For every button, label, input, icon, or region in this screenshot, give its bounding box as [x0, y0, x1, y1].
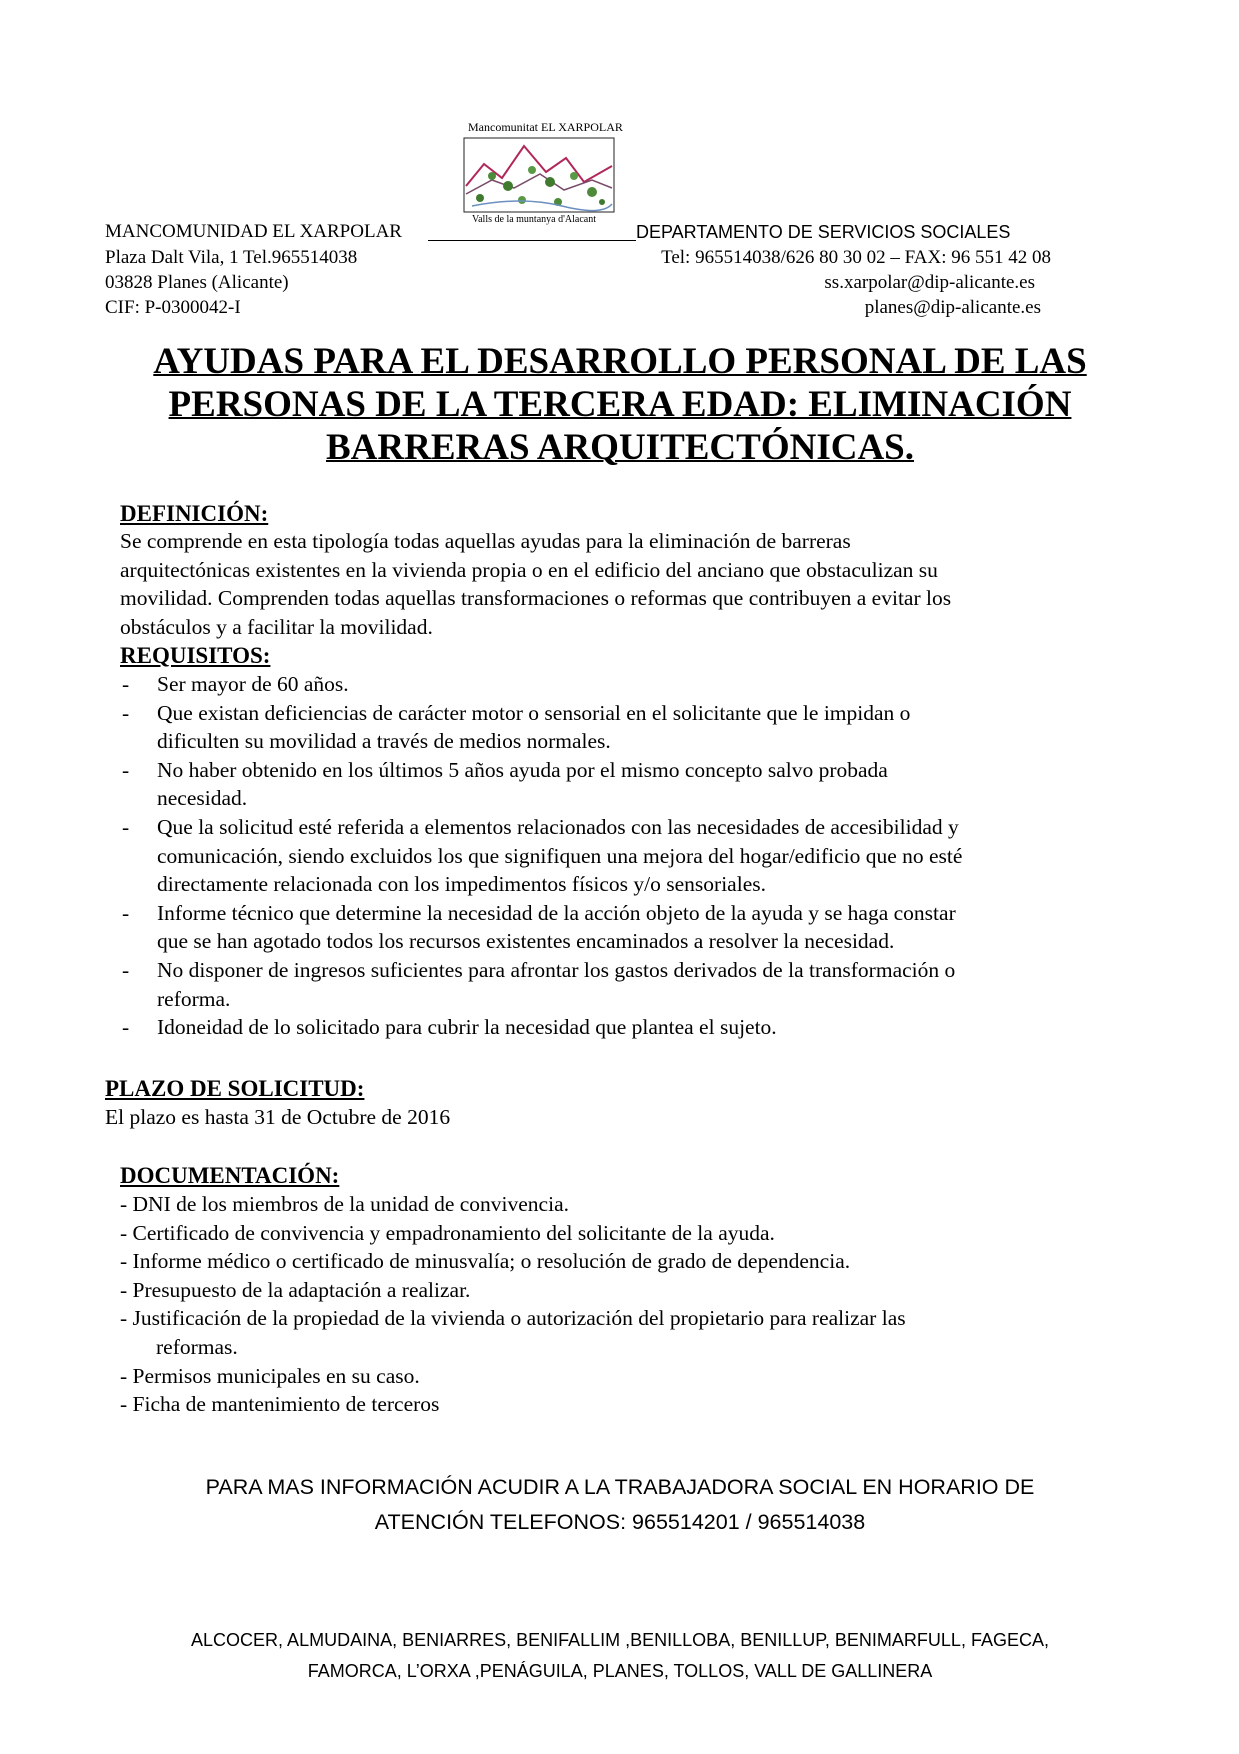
contact-info-line: ATENCIÓN TELEFONOS: 965514201 / 965514038: [374, 1510, 866, 1534]
requisito-line: Que existan deficiencias de carácter motor o sensorial en el solicitante que le impidan o: [157, 700, 911, 725]
definicion-line: obstáculos y a facilitar la movilidad.: [120, 614, 433, 639]
department-name: DEPARTAMENTO DE SERVICIOS SOCIALES: [636, 222, 1011, 242]
requisito-item: [122, 1013, 962, 1042]
bullet-dash: -: [122, 672, 130, 696]
documento-line: - Certificado de convivencia y empadronamiento del solicitante de la ayuda.: [120, 1220, 775, 1245]
title-line: PERSONAS DE LA TERCERA EDAD: ELIMINACIÓN: [168, 384, 1072, 425]
plazo-text: El plazo es hasta 31 de Octubre de 2016: [105, 1105, 451, 1129]
org-city: 03828 Planes (Alicante): [105, 272, 289, 293]
header-rule: [428, 240, 636, 241]
documento-line: reformas.: [156, 1334, 238, 1359]
definicion-text: [120, 527, 951, 641]
requisito-item: [122, 899, 962, 956]
logo: [462, 118, 632, 228]
documento-item: [120, 1276, 906, 1305]
bullet-dash: -: [122, 1015, 130, 1040]
requisito-item: [122, 699, 962, 756]
requisitos-list: [122, 670, 962, 1042]
title-line: BARRERAS ARQUITECTÓNICAS.: [325, 427, 914, 468]
documento-line: - Permisos municipales en su caso.: [120, 1363, 420, 1388]
definicion-line: arquitectónicas existentes en la vivienda propia o en el edificio del anciano que obstaculizan su: [120, 557, 938, 582]
org-name: MANCOMUNIDAD EL XARPOLAR: [105, 221, 402, 242]
bullet-dash: -: [122, 700, 130, 725]
requisito-item: [122, 756, 962, 813]
documentacion-list: [120, 1190, 906, 1419]
requisitos-heading: REQUISITOS:: [120, 643, 271, 668]
documento-item: [120, 1390, 906, 1419]
documento-line: - Justificación de la propiedad de la vivienda o autorización del propietario para realizar las: [120, 1306, 906, 1331]
page-title: [60, 340, 1180, 469]
department-phones: Tel: 965514038/626 80 30 02 – FAX: 96 551 42 08: [661, 247, 1051, 268]
requisito-line: que se han agotado todos los recursos existentes encaminados a resolver la necesidad.: [157, 929, 895, 954]
bullet-dash: -: [122, 900, 130, 925]
requisito-line: Ser mayor de 60 años.: [157, 672, 349, 696]
documento-item: [120, 1190, 906, 1219]
documento-item: [120, 1247, 906, 1276]
bullet-dash: -: [122, 757, 130, 782]
documento-line: - Ficha de mantenimiento de terceros: [120, 1392, 440, 1417]
org-address: Plaza Dalt Vila, 1 Tel.965514038: [105, 247, 358, 268]
contact-info: [60, 1470, 1180, 1540]
requisito-line: directamente relacionada con los impedimentos físicos y/o sensoriales.: [157, 872, 766, 897]
org-cif: CIF: P-0300042-I: [105, 297, 241, 318]
documento-item: [120, 1362, 906, 1391]
department-email-2[interactable]: planes@dip-alicante.es: [864, 297, 1041, 318]
department-email-1[interactable]: ss.xarpolar@dip-alicante.es: [824, 272, 1035, 293]
definicion-line: movilidad. Comprenden todas aquellas transformaciones o reformas que contribuyen a evitar los: [120, 586, 952, 611]
definicion-heading: DEFINICIÓN:: [120, 501, 269, 526]
requisito-line: necesidad.: [157, 786, 248, 811]
bullet-dash: -: [122, 814, 130, 839]
documento-item: [120, 1304, 906, 1361]
towns-list: [60, 1625, 1180, 1687]
documento-item: [120, 1219, 906, 1248]
bullet-dash: -: [122, 957, 130, 982]
requisito-line: comunicación, siendo excluidos los que signifiquen una mejora del hogar/edificio que no esté: [157, 843, 963, 868]
documento-line: - DNI de los miembros de la unidad de convivencia.: [120, 1192, 569, 1216]
requisito-line: dificulten su movilidad a través de medios normales.: [157, 729, 611, 754]
contact-info-line: PARA MAS INFORMACIÓN ACUDIR A LA TRABAJADORA SOCIAL EN HORARIO DE: [205, 1475, 1035, 1499]
requisito-line: No haber obtenido en los últimos 5 años ayuda por el mismo concepto salvo probada: [157, 757, 888, 782]
definicion-line: Se comprende en esta tipología todas aquellas ayudas para la eliminación de barreras: [120, 529, 851, 553]
documento-line: - Informe médico o certificado de minusvalía; o resolución de grado de dependencia.: [120, 1249, 851, 1274]
logo-top-text: Mancomunitat EL XARPOLAR: [468, 120, 623, 134]
towns-line: ALCOCER, ALMUDAINA, BENIARRES, BENIFALLIM ,BENILLOBA, BENILLUP, BENIMARFULL, FAGECA,: [191, 1630, 1049, 1650]
requisito-line: Que la solicitud esté referida a elementos relacionados con las necesidades de accesibilidad y: [157, 814, 959, 839]
plazo-heading: PLAZO DE SOLICITUD:: [105, 1076, 365, 1101]
requisito-item: [122, 813, 962, 899]
requisito-line: No disponer de ingresos suficientes para afrontar los gastos derivados de la transformación o: [157, 957, 956, 982]
documento-line: - Presupuesto de la adaptación a realizar.: [120, 1277, 471, 1302]
towns-line: FAMORCA, L’ORXA ,PENÁGUILA, PLANES, TOLLOS, VALL DE GALLINERA: [307, 1661, 933, 1681]
requisito-line: Informe técnico que determine la necesidad de la acción objeto de la ayuda y se haga constar: [157, 900, 956, 925]
title-line: AYUDAS PARA EL DESARROLLO PERSONAL DE LAS: [153, 341, 1087, 382]
mountain-logo-icon: [462, 136, 632, 216]
requisito-item: [122, 670, 962, 699]
logo-bottom-text: Valls de la muntanya d'Alacant: [472, 214, 596, 225]
documentacion-heading: DOCUMENTACIÓN:: [120, 1163, 340, 1188]
requisito-item: [122, 956, 962, 1013]
requisito-line: reforma.: [157, 986, 231, 1011]
requisito-line: Idoneidad de lo solicitado para cubrir la necesidad que plantea el sujeto.: [157, 1015, 777, 1040]
